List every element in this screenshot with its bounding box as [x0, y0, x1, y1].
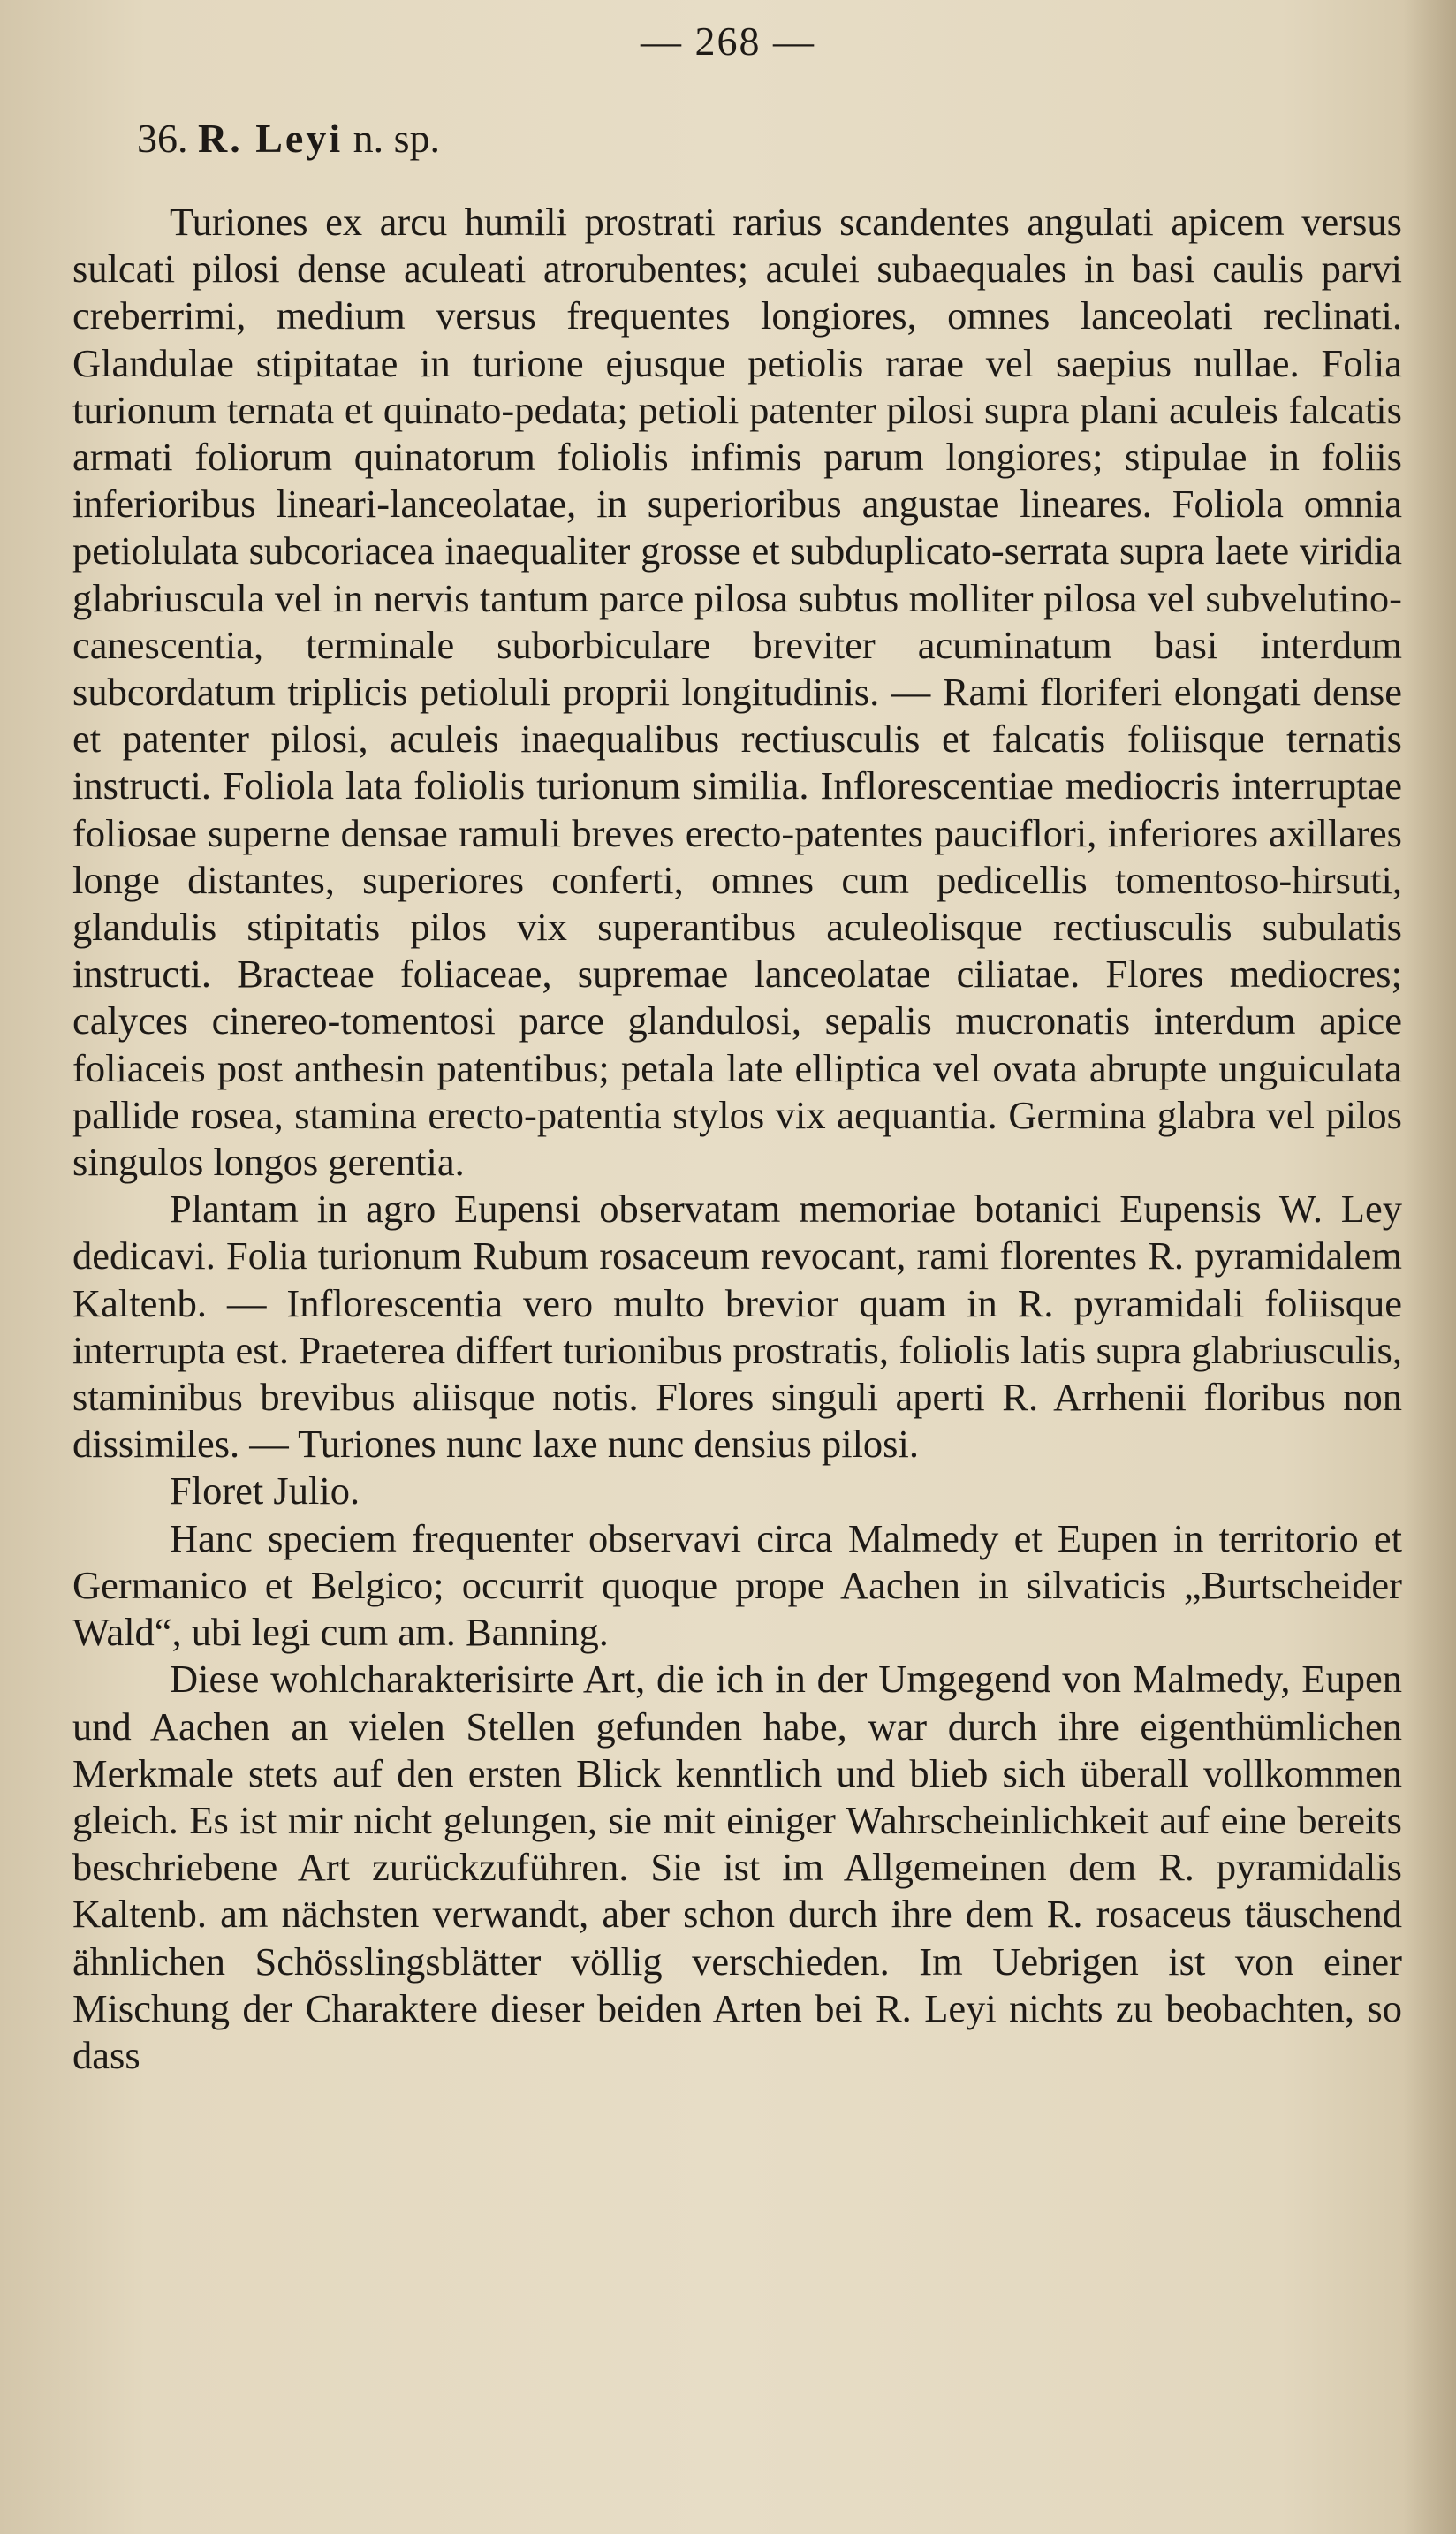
species-status: n. sp. — [353, 116, 441, 161]
paragraph-german: Diese wohlcharakterisirte Art, die ich in der Umgegend von Malmedy, Eupen und Aachen an vielen Stellen gefunden habe, war durch ihre eigenthümlichen Merkmale stets auf den ersten Blick kenntlich und blieb sich überall vollkommen gleich. Es ist mir nicht gelungen, sie mit einiger Wahrscheinlichkeit auf eine bereits beschriebene Art zurückzuführen. Sie ist im Allgemeinen dem R. pyramidalis Kaltenb. am nächsten verwandt, aber schon durch ihre dem R. rosaceus täuschend ähnlichen Schösslingsblätter völlig verschieden. Im Uebrigen ist von einer Mischung der Charaktere dieser beiden Arten bei R. Leyi nichts zu beobachten, so dass — [72, 1657, 1402, 2077]
species-name: R. Leyi — [198, 116, 344, 161]
paragraph-dedication: Plantam in agro Eupensi observatam memoriae botanici Eupensis W. Ley dedicavi. Folia turionum Rubum rosaceum revocant, rami florentes R. pyramidalem Kaltenb. — Inflorescentia vero multo brevior quam in R. pyramidali foliisque interrupta est. Praeterea differt turionibus prostratis, foliolis latis supra glabriusculis, staminibus brevibus aliisque notis. Flores singuli aperti R. Arrhenii floribus non dissimiles. — Turiones nunc laxe nunc densius pilosi. — [72, 1187, 1402, 1467]
entry-number: 36. — [137, 116, 188, 161]
page-number: — 268 — — [641, 19, 815, 64]
paragraph-description: Turiones ex arcu humili prostrati rarius scandentes angulati apicem versus sulcati pilosi dense aculeati atrorubentes; aculei subaequales in basi caulis parvi creberrimi, medium versus frequentes longiores, omnes lanceolati reclinati. Glandulae stipitatae in turione ejusque petiolis rarae vel saepius nullae. Folia turionum ternata et quinato-pedata; petioli patenter pilosi supra plani aculeis falcatis armati foliorum quinatorum foliolis infimis parum longiores; stipulae in foliis inferioribus lineari-lanceolatae, in superioribus angustae lineares. Foliola omnia petiolulata subcoriacea inaequaliter grosse et subduplicato-serrata supra laete viridia glabriuscula vel in nervis tantum parce pilosa subtus molliter pilosa vel subvelutino-canescentia, terminale suborbiculare breviter acuminatum basi interdum subcordatum triplicis petioluli proprii longitudinis. — Rami floriferi elongati dense et patenter pilosi, aculeis inaequalibus rectiusculis et falcatis foliisque ternatis instructi. Foliola lata foliolis turionum similia. Inflorescentiae mediocris interruptae foliosae superne densae ramuli breves erecto-patentes pauciflori, inferiores axillares longe distantes, superiores conferti, omnes cum pedicellis tomentoso-hirsuti, glandulis stipitatis pilos vix superantibus aculeolisque rectiusculis subulatis instructi. Bracteae foliaceae, supremae lanceolatae ciliatae. Flores mediocres; calyces cinereo-tomentosi parce glandulosi, sepalis mucronatis interdum apice foliaceis post anthesin patentibus; petala late elliptica vel ovata abrupte unguiculata pallide rosea, stamina erecto-patentia stylos vix aequantia. Germina glabra vel pilos singulos longos gerentia. — [72, 200, 1402, 1185]
paragraph-distribution: Hanc speciem frequenter observavi circa Malmedy et Eupen in territorio et Germanico et Belgico; occurrit quoque prope Aachen in silvaticis „Burtscheider Wald“, ubi legi cum am. Banning. — [72, 1515, 1402, 1655]
body-text — [72, 199, 1402, 2079]
page-edge-shadow — [1403, 0, 1456, 2534]
species-heading — [137, 115, 440, 162]
paragraph-flowering: Floret Julio. — [170, 1468, 360, 1514]
